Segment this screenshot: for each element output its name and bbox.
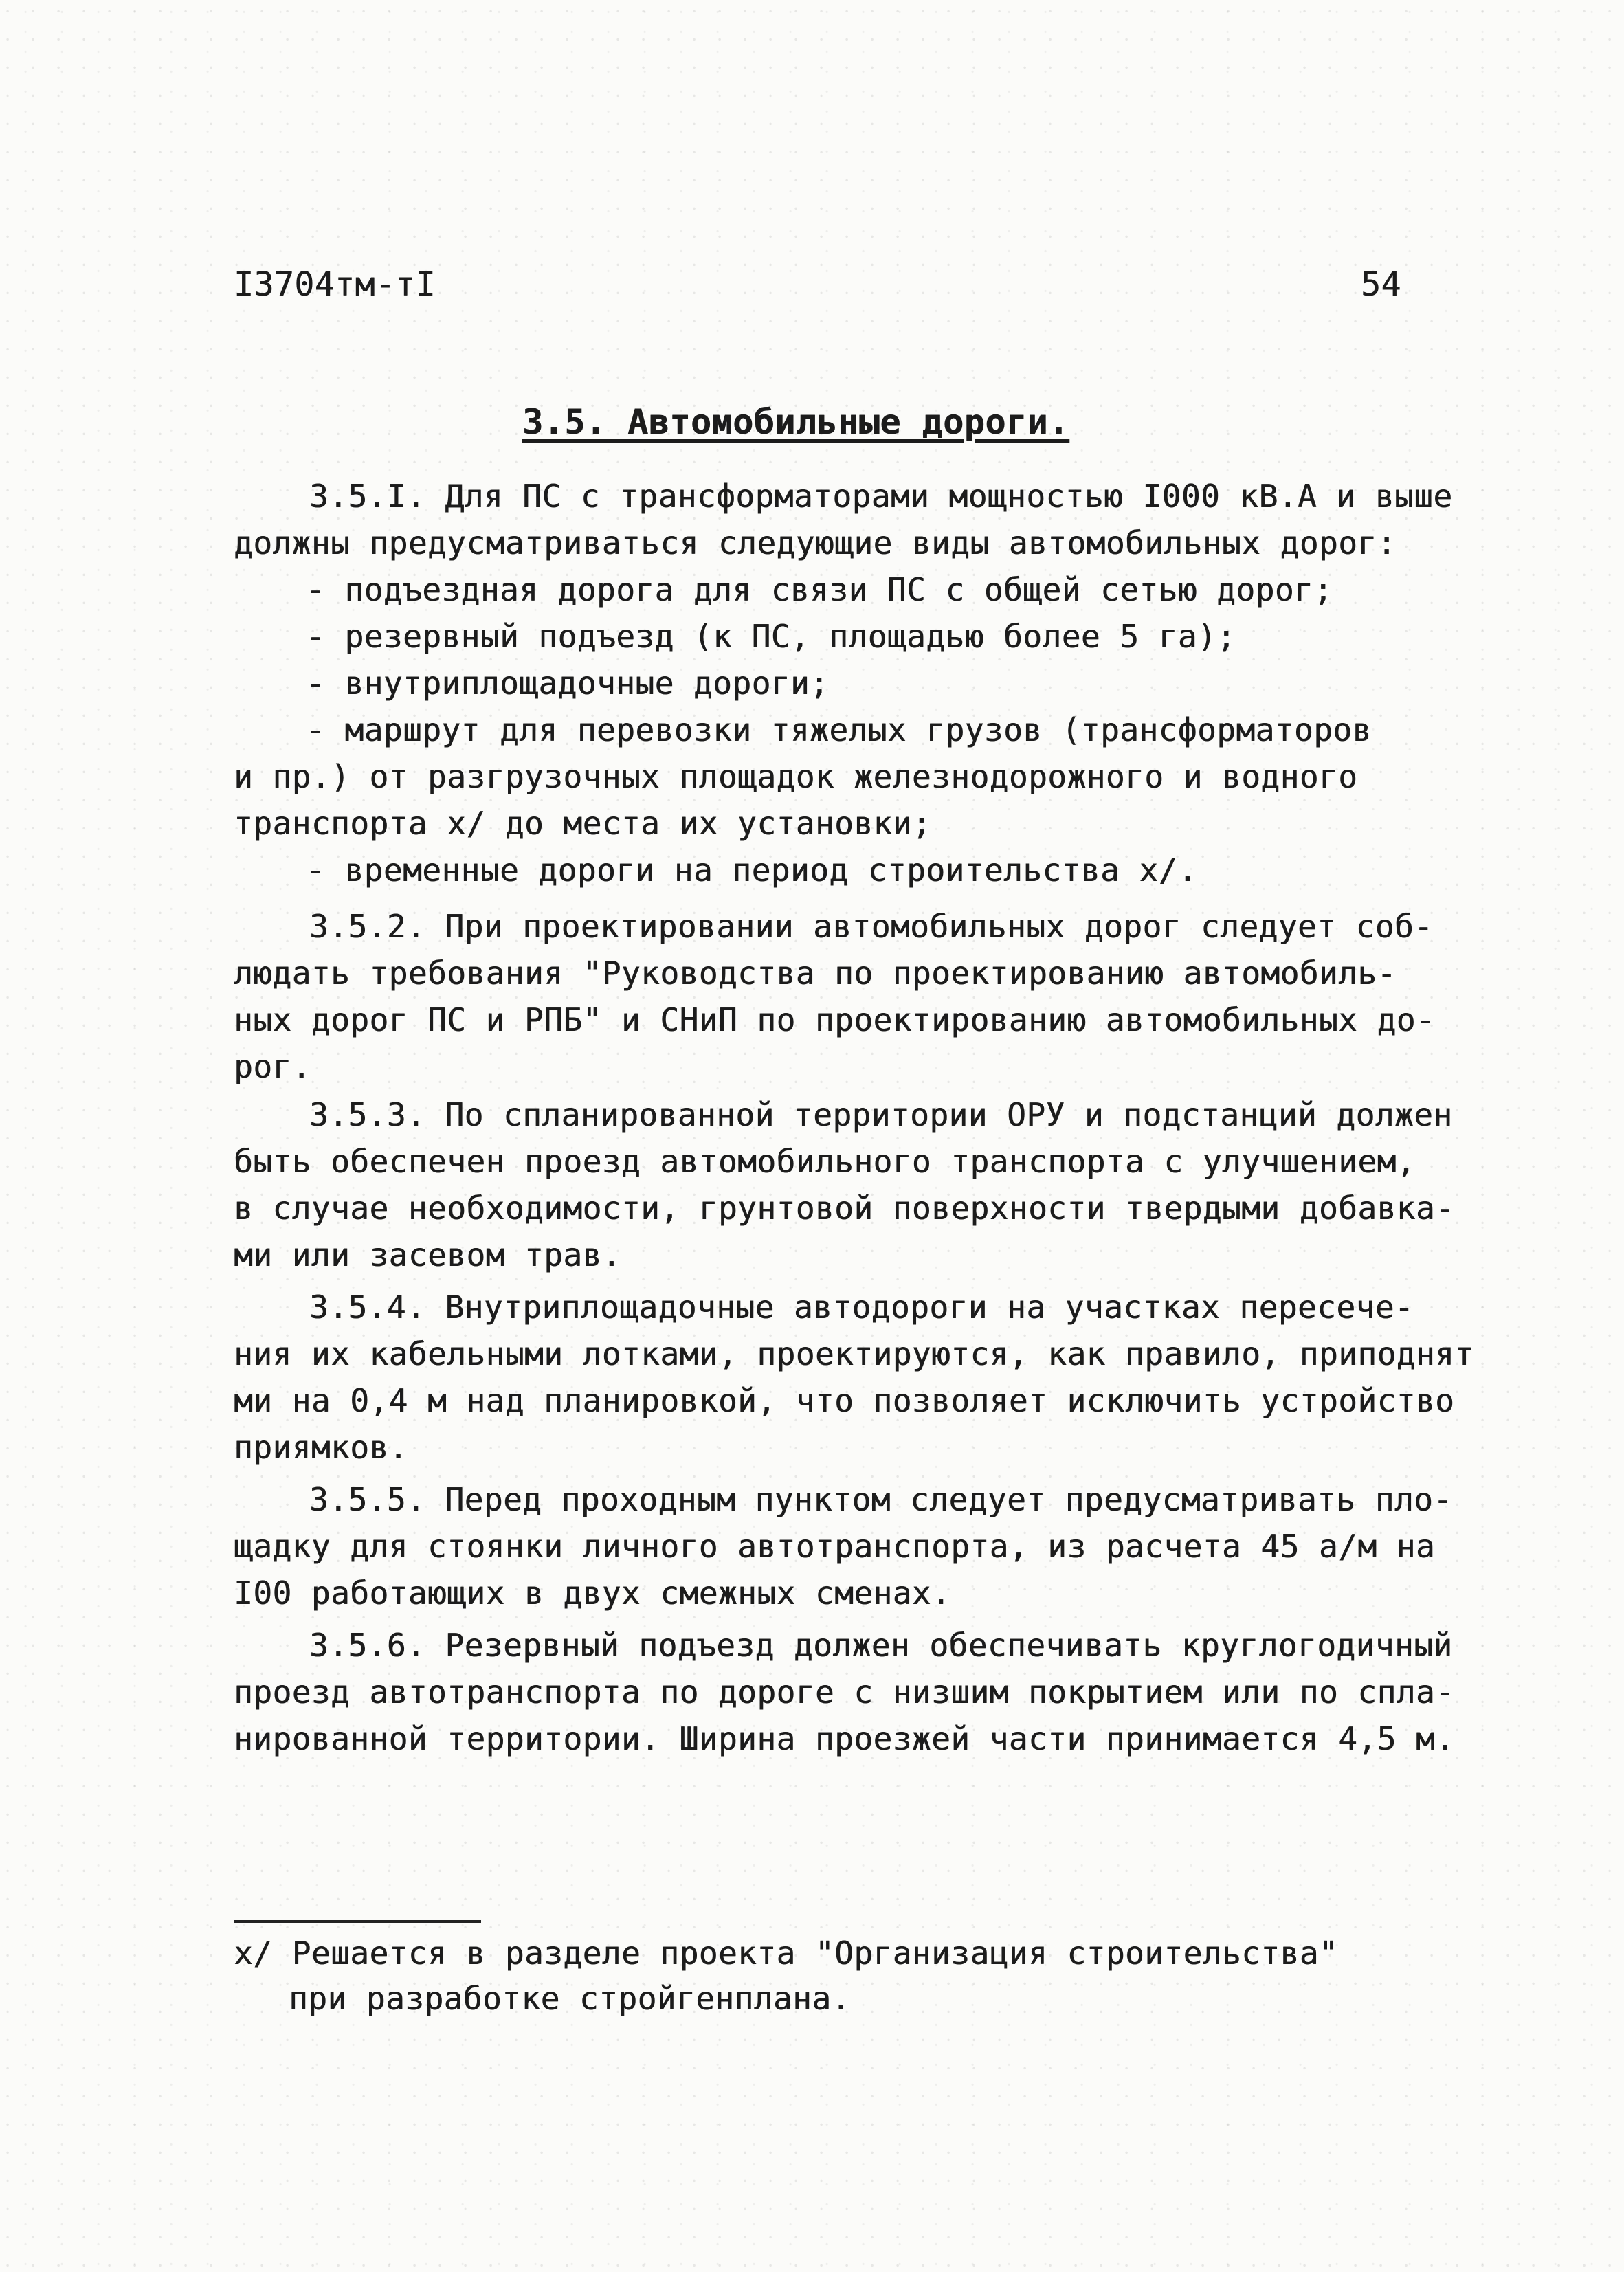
p2-line-2: людать требования "Руководства по проектированию автомобиль-: [234, 955, 1397, 992]
p1-line-9: - временные дороги на период строительства х/.: [306, 851, 1197, 889]
p1-line-3: - подъездная дорога для связи ПС с общей сетью дорог;: [306, 571, 1333, 608]
p6-line-1: 3.5.6. Резервный подъезд должен обеспечивать круглогодичный: [309, 1627, 1453, 1664]
footnote-line-1: х/ Решается в разделе проекта "Организация строительства": [234, 1935, 1339, 1972]
p1-line-6: - маршрут для перевозки тяжелых грузов (трансформаторов: [306, 711, 1372, 748]
footnote-separator: [234, 1920, 481, 1923]
p6-line-3: нированной территории. Ширина проезжей части принимается 4,5 м.: [234, 1720, 1455, 1757]
p3-line-2: быть обеспечен проезд автомобильного транспорта с улучшением,: [234, 1143, 1416, 1180]
p2-line-1: 3.5.2. При проектировании автомобильных дорог следует соб-: [309, 908, 1434, 945]
p4-line-3: ми на 0,4 м над планировкой, что позволяет исключить устройство: [234, 1382, 1455, 1419]
p5-line-3: I00 работающих в двух смежных сменах.: [234, 1574, 951, 1612]
p3-line-3: в случае необходимости, грунтовой поверхности твердыми добавка-: [234, 1190, 1455, 1227]
p1-line-7: и пр.) от разгрузочных площадок железнодорожного и водного: [234, 758, 1358, 795]
p1-line-1: 3.5.I. Для ПС с трансформаторами мощностью I000 кВ.А и выше: [309, 478, 1453, 515]
p1-line-5: - внутриплощадочные дороги;: [306, 665, 830, 702]
doc-code: I3704тм-тI: [234, 265, 436, 304]
p5-line-1: 3.5.5. Перед проходным пунктом следует предусматривать пло-: [309, 1481, 1453, 1518]
p2-line-3: ных дорог ПС и РПБ" и СНиП по проектированию автомобильных до-: [234, 1001, 1436, 1038]
page-number: 54: [1361, 265, 1401, 304]
p3-line-1: 3.5.3. По спланированной территории ОРУ и подстанций должен: [309, 1096, 1453, 1133]
p1-line-2: должны предусматриваться следующие виды автомобильных дорог:: [234, 524, 1397, 561]
p5-line-2: щадку для стоянки личного автотранспорта, из расчета 45 а/м на: [234, 1528, 1436, 1565]
p4-line-1: 3.5.4. Внутриплощадочные автодороги на участках пересече-: [309, 1289, 1414, 1326]
p2-line-4: рог.: [234, 1048, 311, 1085]
section-title: 3.5. Автомобильные дороги.: [522, 402, 1069, 442]
p1-line-4: - резервный подъезд (к ПС, площадью более 5 га);: [306, 618, 1236, 655]
p3-line-4: ми или засевом трав.: [234, 1236, 621, 1273]
footnote-line-2: при разработке стройгенплана.: [289, 1980, 851, 2017]
p4-line-2: ния их кабельными лотками, проектируются, как правило, приподнят: [234, 1335, 1474, 1372]
p1-line-8: транспорта х/ до места их установки;: [234, 805, 931, 842]
p6-line-2: проезд автотранспорта по дороге с низшим покрытием или по спла-: [234, 1673, 1455, 1711]
p4-line-4: приямков.: [234, 1429, 408, 1466]
